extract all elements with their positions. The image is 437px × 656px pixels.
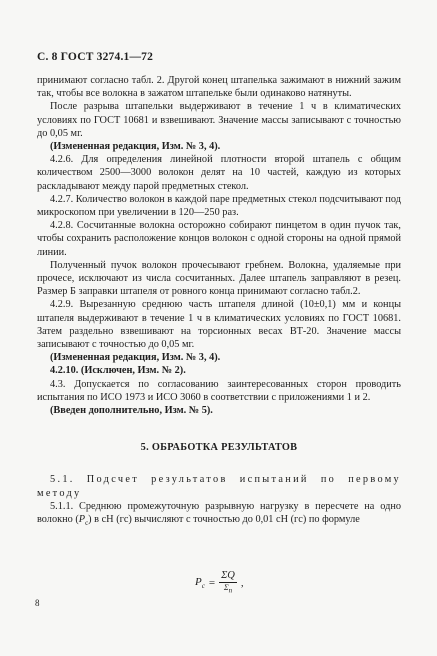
formula-numerator: ΣQ xyxy=(221,570,235,581)
clause-4-2-7: 4.2.7. Количество волокон в каждой паре предметных стекол подсчитывают под микроскопом при увеличении в 120—250 раз. xyxy=(37,193,401,219)
page-number: 8 xyxy=(35,598,40,608)
clause-text-end: ) в сН (гс) вычисляют с точностью до 0,01 сН (гс) по формуле xyxy=(88,514,360,526)
amendment-note: (Введен дополнительно, Изм. № 5). xyxy=(50,405,213,417)
formula-equals: = xyxy=(208,576,216,589)
clause-4-3: 4.3. Допускается по согласованию заинтересованных сторон проводить испытания по ИСО 1973 и ИСО 3060 в соответствии с приложениями 1 и 2. xyxy=(37,378,401,403)
formula-fraction xyxy=(219,570,237,596)
page-header: С. 8 ГОСТ 3274.1—72 xyxy=(37,51,154,63)
body-text xyxy=(37,74,401,530)
formula-comma: , xyxy=(240,576,244,589)
paragraph: После разрыва штапельки выдерживают в течение 1 ч в климатических условиях по ГОСТ 10681 и взвешивают. Значение массы записывают с точностью до 0,05 мг. xyxy=(37,101,401,139)
clause-5-1-1 xyxy=(37,500,401,530)
formula-lhs xyxy=(195,576,205,590)
clause-4-2-10: 4.2.10. (Исключен, Изм. № 2). xyxy=(50,365,186,377)
amendment-note: (Измененная редакция, Изм. № 3, 4). xyxy=(50,352,221,364)
formula-denominator-sigma: Σ xyxy=(223,583,229,592)
clause-4-2-8: 4.2.8. Сосчитанные волокна осторожно собирают пинцетом в один пучок так, чтобы сохранить расположение концов волокон с одной стороны на одной прямой линии. xyxy=(37,220,401,258)
paragraph: принимают согласно табл. 2. Другой конец штапелька зажимают в нижний зажим так, чтобы все волокна в зажатом штапельке были одинаково натянуты. xyxy=(37,75,401,100)
formula-denominator xyxy=(224,583,232,596)
clause-text-start: 5.1.1. Среднюю промежуточную разрывную нагрузку в пересчете на одно волокно ( xyxy=(37,500,401,526)
formula-denominator-subscript: n xyxy=(228,586,233,595)
formula-lhs-subscript: c xyxy=(201,581,205,590)
subsection-title: 5.1. Подсчет результатов испытаний по первому методу xyxy=(37,474,401,499)
amendment-note: (Измененная редакция, Изм. № 3, 4). xyxy=(50,141,221,153)
symbol-subscript: c xyxy=(85,519,89,528)
clause-4-2-9: 4.2.9. Вырезанную среднюю часть штапеля длиной (10±0,1) мм и концы штапеля выдерживают в течение 1 ч в климатических условиях по ГОСТ 10681. Затем раздельно взвешивают на торсионных весах ВТ-20. Значение массы записывают с точностью до 0,05 мг. xyxy=(37,299,401,351)
formula xyxy=(195,570,244,596)
symbol-p: P xyxy=(78,514,86,526)
section-heading: 5. ОБРАБОТКА РЕЗУЛЬТАТОВ xyxy=(140,442,298,454)
clause-4-2-6: 4.2.6. Для определения линейной плотности второй штапель с общим количеством 2500—3000 волокон делят на 10 частей, каждую из которых раскладывают между парой предметных стекол. xyxy=(37,154,401,192)
formula-lhs-symbol: P xyxy=(195,575,202,588)
paragraph: Полученный пучок волокон прочесывают гребнем. Волокна, удаляемые при прочесе, исключают из числа сосчитанных. Далее штапель заправляют в резец. Размер Б заправки штапеля от ровного конца принимают согласно табл.2. xyxy=(37,259,401,298)
